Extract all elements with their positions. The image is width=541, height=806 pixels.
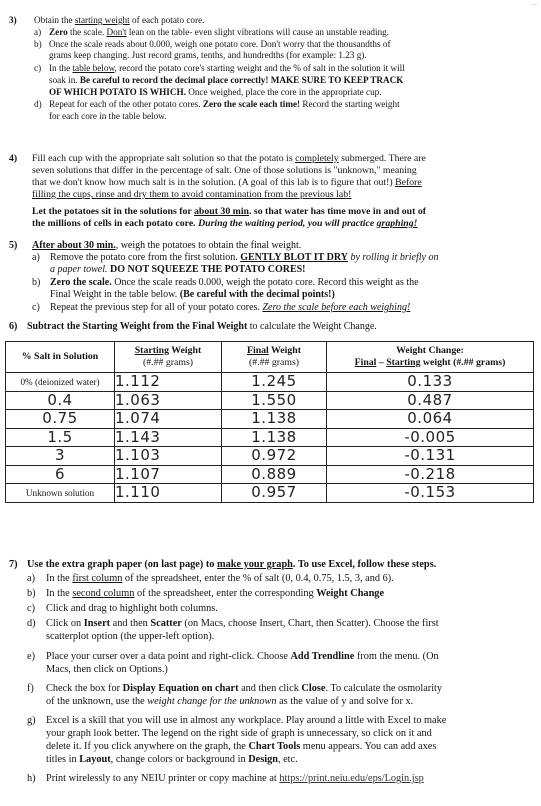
step-3a-text: Zero the scale. Don't lean on the table- even slight vibrations will cause an unstable reading. — [49, 27, 390, 37]
step-7g-letter: g) — [27, 715, 36, 726]
step-4-line2: seven solutions that differ in the percentage of salt. One of those solutions is "unknown," meaning — [32, 165, 417, 176]
step-7e-line2: Macs, then click on Options.) — [46, 664, 168, 675]
cell-final-weight: 1.245 — [222, 373, 327, 392]
cell-final-weight: 0.889 — [222, 465, 327, 484]
cell-starting-weight: 1.143 — [115, 428, 222, 447]
step-3b-line1: Once the scale reads about 0.000, weigh one potato core. Don't worry that the thousandths of — [49, 39, 391, 49]
step-number: 7) — [9, 559, 18, 570]
step-7g-line2: your graph look better. The legend on the right side of graph is unnecessary, so click on it and — [46, 728, 432, 739]
cell-salt: 0.75 — [6, 410, 115, 429]
step-7f-letter: f) — [27, 683, 34, 694]
cell-starting-weight: 1.107 — [115, 465, 222, 484]
cell-starting-weight: 1.110 — [115, 484, 222, 503]
step-7d-line2: scatterplot option (the upper-left option). — [46, 631, 215, 642]
table-header-row — [6, 342, 534, 373]
step-7c-line1: Click and drag to highlight both columns. — [46, 603, 218, 614]
step-7c-letter: c) — [27, 603, 35, 614]
cell-final-weight: 1.138 — [222, 410, 327, 429]
step-3a-letter: a) — [34, 27, 42, 37]
cell-salt: 0% (deionized water) — [6, 373, 115, 392]
step-number: 3) — [9, 15, 17, 25]
step-3-intro: Obtain the starting weight of each potato core. — [34, 15, 205, 25]
cell-final-weight: 1.138 — [222, 428, 327, 447]
step-3c-letter: c) — [34, 63, 42, 73]
step-3b-line2: grams keep changing. Just record grams, tenths, and hundredths (for example: 1.23 g). — [49, 50, 367, 60]
cell-starting-weight: 1.074 — [115, 410, 222, 429]
step-number: 4) — [9, 153, 18, 164]
step-number: 5) — [9, 240, 18, 251]
table-row — [6, 447, 534, 466]
header-weight-change: Weight Change: Final – Starting weight (#.## grams) — [327, 342, 534, 373]
cell-weight-change: 0.487 — [327, 391, 534, 410]
cell-weight-change: -0.153 — [327, 484, 534, 503]
cell-salt: 0.4 — [6, 391, 115, 410]
step-7h-line1: Print wirelessly to any NEIU printer or copy machine at https://print.neiu.edu/eps/Login.jsp — [46, 773, 424, 784]
table-row — [6, 373, 534, 392]
step-7b-line1: In the second column of the spreadsheet, enter the corresponding Weight Change — [46, 588, 385, 599]
cell-salt: 1.5 — [6, 428, 115, 447]
header-starting-weight: Starting Weight (#.## grams) — [115, 342, 222, 373]
step-7e-line1: Place your curser over a data point and right-click. Choose Add Trendline from the menu. (On — [46, 651, 439, 662]
step-7b-letter: b) — [27, 588, 36, 599]
step-7f-line2: of the unknown, use the weight change for the unknown as the value of y and solve for x. — [46, 696, 414, 707]
step-7a-line1: In the first column of the spreadsheet, enter the % of salt (0, 0.4, 0.75, 1.5, 3, and 6). — [46, 573, 394, 584]
step-4-line4: filling the cups, rinse and dry them to avoid contamination from the previous lab! — [32, 189, 352, 200]
weight-data-table — [5, 341, 534, 503]
step-5b-letter: b) — [32, 277, 41, 288]
step-4-bold-line1: Let the potatoes sit in the solutions for about 30 min. so that water has time move in and out of — [32, 206, 426, 217]
table-row — [6, 428, 534, 447]
cell-weight-change: 0.133 — [327, 373, 534, 392]
cell-starting-weight: 1.112 — [115, 373, 222, 392]
cell-weight-change: -0.131 — [327, 447, 534, 466]
cell-salt: 3 — [6, 447, 115, 466]
cell-salt: Unknown solution — [6, 484, 115, 503]
step-3d-line1: Repeat for each of the other potato cores. Zero the scale each time! Record the starting weight — [49, 99, 400, 109]
step-5a-line1: Remove the potato core from the first solution. GENTLY BLOT IT DRY by rolling it briefly on — [50, 252, 439, 263]
step-6-line1: Subtract the Starting Weight from the Final Weight to calculate the Weight Change. — [27, 321, 377, 332]
step-5b-line1: Zero the scale. Once the scale reads 0.000, weigh the potato core. Record this weight as the — [50, 277, 419, 288]
top-right-mark: ... — [531, 0, 537, 7]
step-5c-line1: Repeat the previous step for all of your potato cores. Zero the scale before each weighing! — [50, 302, 411, 313]
step-7g-line4: titles in Layout, change colors or background in Design, etc. — [46, 754, 298, 765]
step-7g-line3: delete it. If you click anywhere on the graph, the Chart Tools menu appears. You can add axes — [46, 741, 437, 752]
cell-final-weight: 1.550 — [222, 391, 327, 410]
step-7d-letter: d) — [27, 618, 36, 629]
step-7a-letter: a) — [27, 573, 35, 584]
step-4-bold-line2: the millions of cells in each potato core. During the waiting period, you will practice graphing! — [32, 218, 418, 229]
cell-weight-change: 0.064 — [327, 410, 534, 429]
step-4-line3: that we don't know how much salt is in the solution. (A goal of this lab is to figure that out!) Before — [32, 177, 422, 188]
print-login-link[interactable]: https://print.neiu.edu/eps/Login.jsp — [279, 773, 424, 784]
table-row — [6, 410, 534, 429]
step-5-line1: After about 30 min., weigh the potatoes to obtain the final weight. — [32, 240, 302, 251]
step-number: 6) — [9, 321, 18, 332]
table-row — [6, 484, 534, 503]
header-final-weight: Final Weight (#.## grams) — [222, 342, 327, 373]
step-7-line1: Use the extra graph paper (on last page) to make your graph. To use Excel, follow these steps. — [27, 559, 437, 570]
step-7d-line1: Click on Insert and then Scatter (on Macs, choose Insert, Chart, then Scatter). Choose the first — [46, 618, 439, 629]
header-salt: % Salt in Solution — [6, 342, 115, 373]
cell-starting-weight: 1.103 — [115, 447, 222, 466]
step-7h-letter: h) — [27, 773, 36, 784]
step-3c-line1: In the table below, record the potato core's starting weight and the % of salt in the solution it will — [49, 63, 405, 73]
step-3d-line2: for each core in the table below. — [49, 111, 167, 121]
step-3c-line2: soak in. Be careful to record the decimal place correctly! MAKE SURE TO KEEP TRACK — [49, 75, 404, 85]
step-3b-letter: b) — [34, 39, 42, 49]
step-7g-line1: Excel is a skill that you will use in almost any workplace. Play around a little with Excel to make — [46, 715, 447, 726]
cell-final-weight: 0.972 — [222, 447, 327, 466]
step-7f-line1: Check the box for Display Equation on chart and then click Close. To calculate the osmolarity — [46, 683, 443, 694]
cell-starting-weight: 1.063 — [115, 391, 222, 410]
cell-weight-change: -0.218 — [327, 465, 534, 484]
step-3c-line3: OF WHICH POTATO IS WHICH. Once weighed, place the core in the appropriate cup. — [49, 87, 382, 97]
table-row — [6, 465, 534, 484]
cell-weight-change: -0.005 — [327, 428, 534, 447]
step-5a-line2: a paper towel. DO NOT SQUEEZE THE POTATO CORES! — [50, 264, 306, 275]
step-5c-letter: c) — [32, 302, 40, 313]
step-7e-letter: e) — [27, 651, 35, 662]
step-4-line1: Fill each cup with the appropriate salt solution so that the potato is completely submerged. There are — [32, 153, 426, 164]
step-5b-line2: Final Weight in the table below. (Be careful with the decimal points!) — [50, 289, 335, 300]
table-row — [6, 391, 534, 410]
cell-salt: 6 — [6, 465, 115, 484]
cell-final-weight: 0.957 — [222, 484, 327, 503]
step-3d-letter: d) — [34, 99, 42, 109]
step-5a-letter: a) — [32, 252, 40, 263]
